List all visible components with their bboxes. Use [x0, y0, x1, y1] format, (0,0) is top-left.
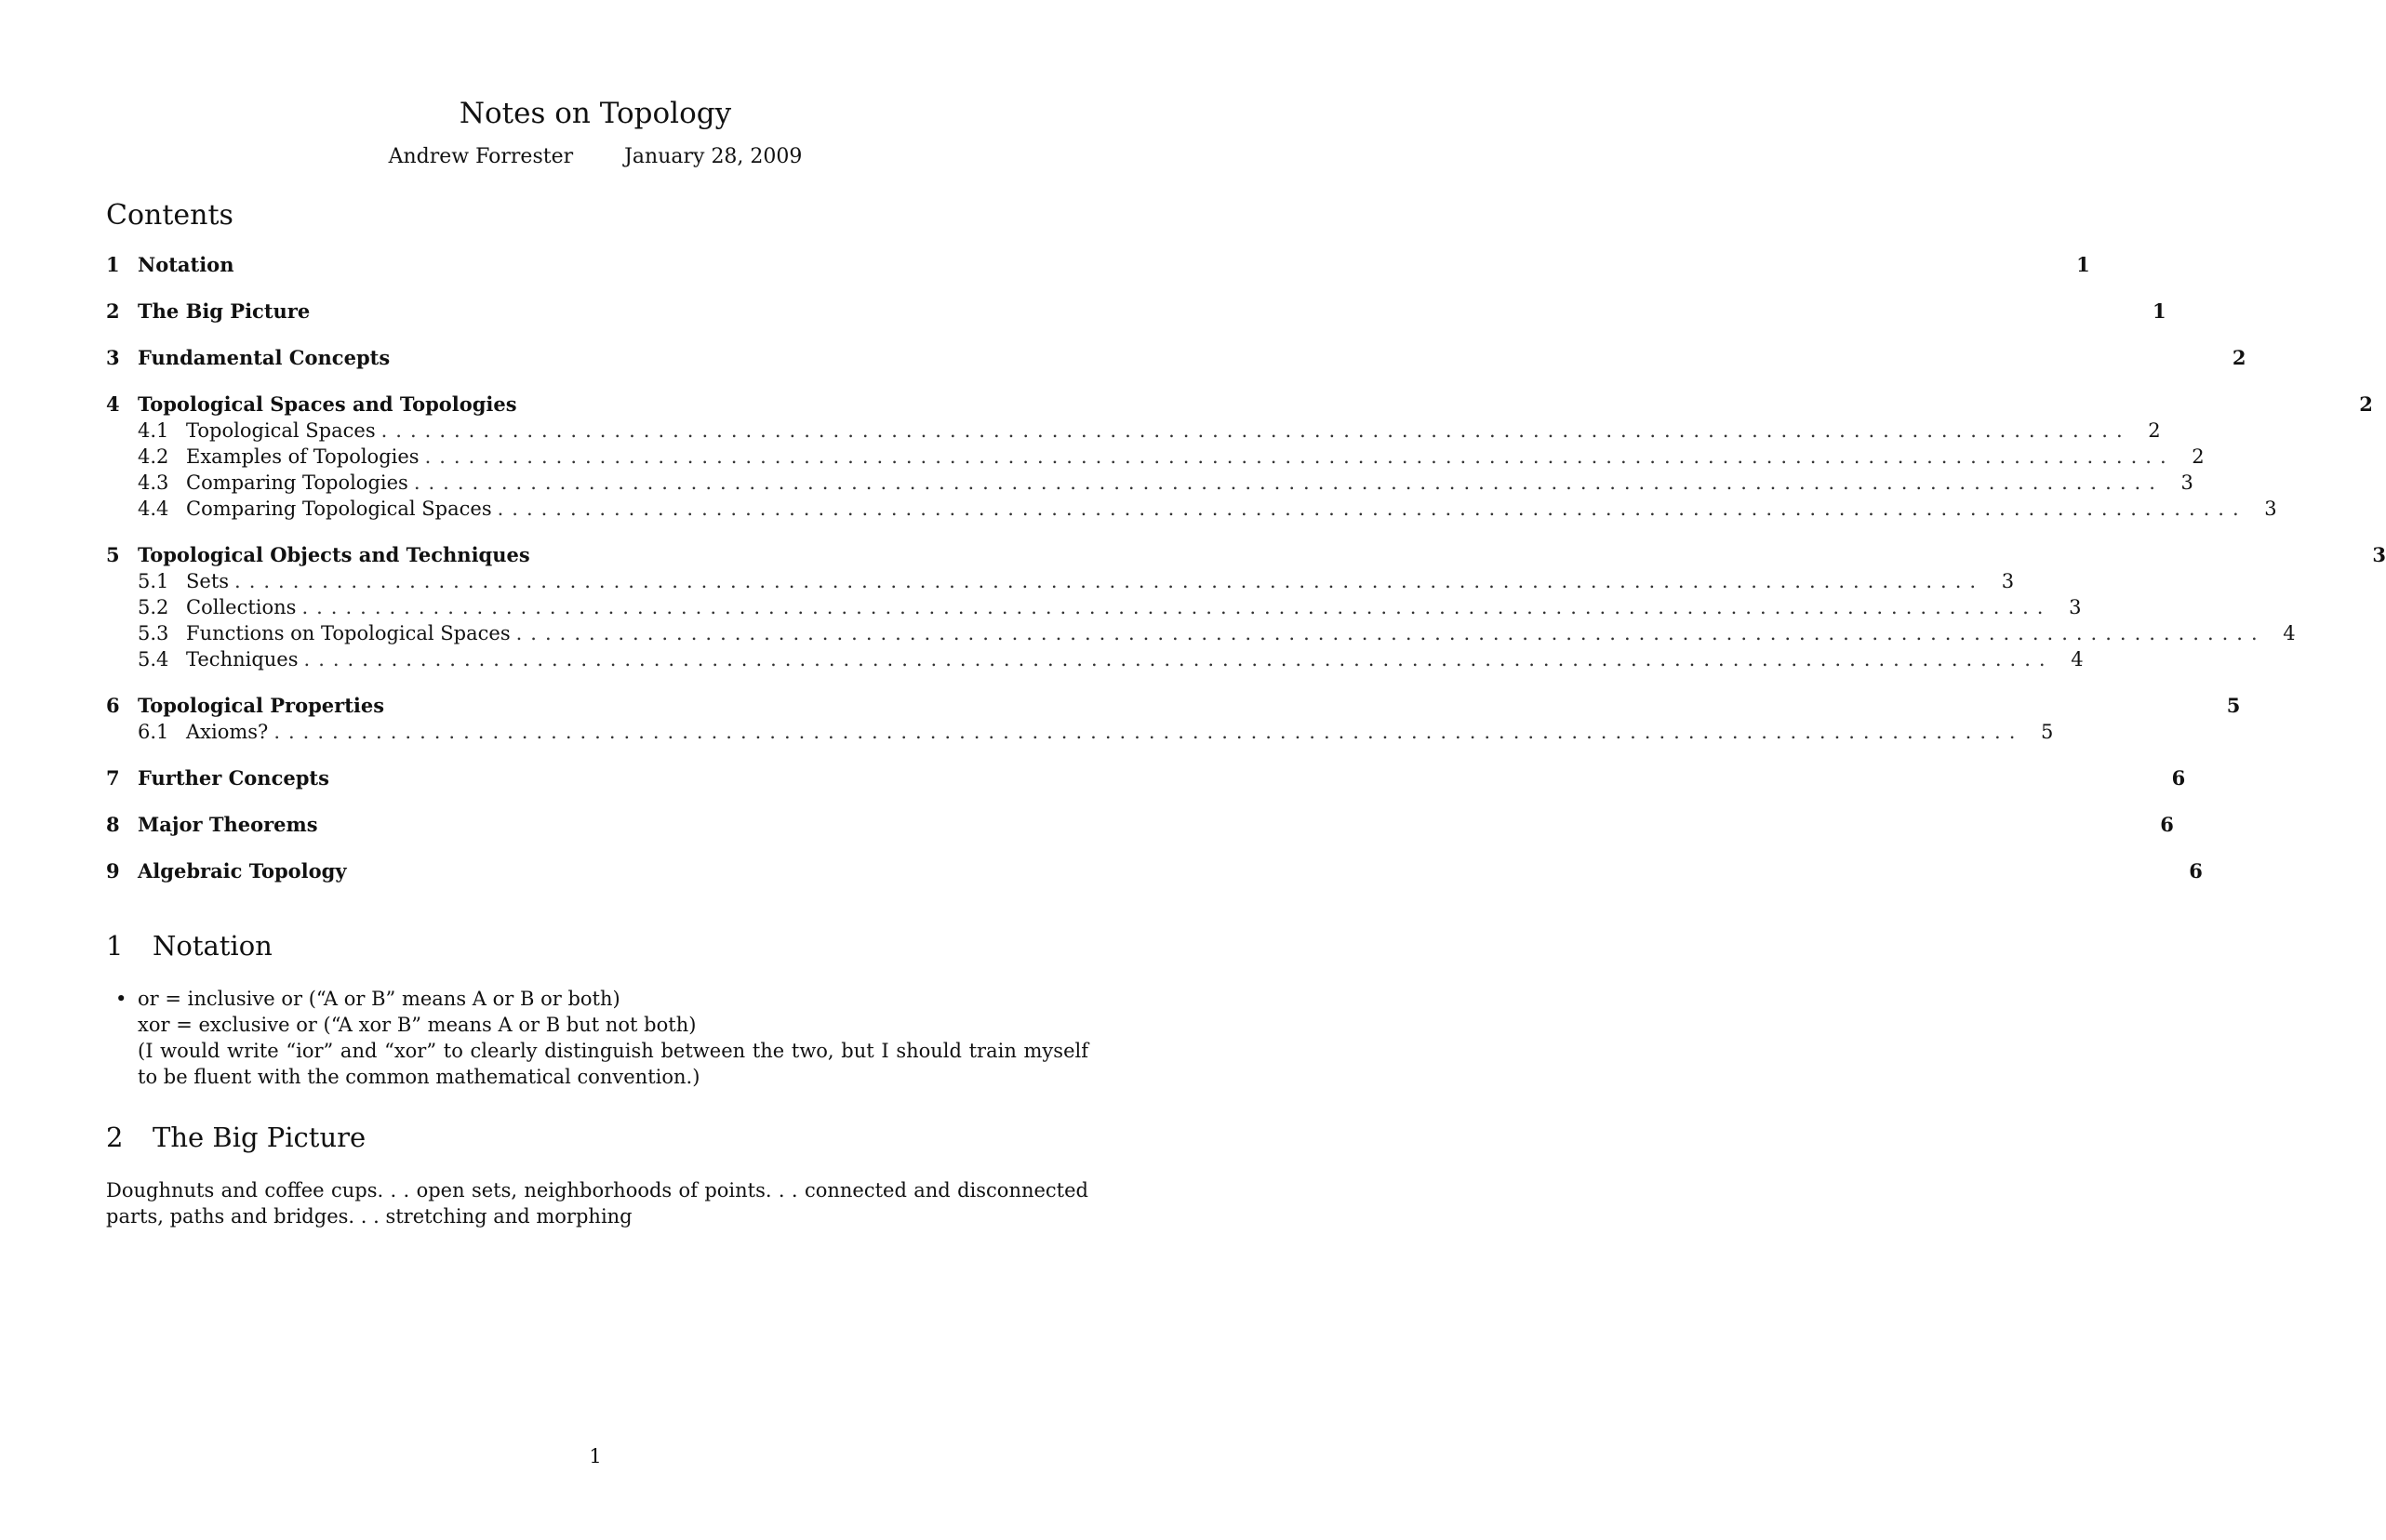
toc-entry-number: 5	[106, 543, 120, 566]
toc-dot-leader: ........................................................................................................................	[380, 419, 2131, 442]
section-heading-big-picture	[106, 1122, 366, 1153]
toc-entry-number: 5.1	[138, 570, 169, 592]
toc-subsection-entry[interactable]	[106, 595, 2082, 619]
section-title: Notation	[153, 930, 273, 962]
toc-entry-title[interactable]: Topological Spaces and Topologies	[138, 392, 517, 416]
toc-entry-title[interactable]: Fundamental Concepts	[138, 346, 391, 369]
toc-dot-leader: ........................................................................................................................	[234, 570, 1985, 592]
toc-entry-number: 9	[106, 859, 120, 883]
notation-line-xor: xor = exclusive or (“A xor B” means A or B but not both)	[138, 1014, 697, 1036]
toc-entry-number: 2	[106, 299, 120, 323]
big-picture-paragraph: Doughnuts and coffee cups. . . open sets, neighborhoods of points. . . connected and disconnected parts, paths and bridges. . . stretching and morphing	[106, 1179, 1088, 1228]
toc-section-entry[interactable]	[106, 543, 2386, 567]
toc-entry-number: 3	[106, 346, 120, 369]
section-number: 2	[106, 1122, 124, 1153]
toc-entry-page: 3	[2264, 498, 2277, 520]
toc-subsection-entry[interactable]	[106, 621, 2296, 645]
page-title: Notes on Topology	[459, 97, 732, 130]
toc-subsection-entry[interactable]	[106, 471, 2193, 495]
toc-entry-title[interactable]: Major Theorems	[138, 813, 318, 836]
toc-subsection-entry[interactable]	[106, 647, 2084, 671]
toc-entry-title[interactable]: Axioms?	[186, 721, 269, 743]
toc-entry-title[interactable]: Collections	[186, 596, 297, 618]
toc-subsection-entry[interactable]	[106, 445, 2205, 469]
toc-entry-title[interactable]: Further Concepts	[138, 766, 329, 790]
toc-subsection-entry[interactable]	[106, 720, 2054, 744]
toc-entry-page: 5	[2226, 694, 2241, 717]
contents-heading: Contents	[106, 199, 233, 232]
toc-dot-leader: ........................................................................................................................	[497, 498, 2247, 520]
toc-section-entry[interactable]	[106, 859, 2203, 883]
toc-section-entry[interactable]	[106, 766, 2186, 790]
toc-entry-number: 5.2	[138, 596, 169, 618]
section-title: The Big Picture	[153, 1122, 367, 1153]
toc-subsection-entry[interactable]	[106, 497, 2277, 521]
notation-bullet-list	[106, 986, 1088, 1090]
toc-entry-page: 1	[2152, 299, 2166, 323]
list-item	[106, 986, 1088, 1090]
toc-entry-number: 4.1	[138, 419, 169, 442]
toc-subsection-entry[interactable]	[106, 569, 2015, 593]
date: January 28, 2009	[624, 145, 803, 168]
toc-entry-page: 2	[2359, 392, 2373, 416]
toc-entry-number: 5.3	[138, 622, 169, 644]
toc-entry-number: 8	[106, 813, 120, 836]
toc-entry-page: 4	[2283, 622, 2296, 644]
toc-entry-title[interactable]: Notation	[138, 253, 234, 276]
toc-section-entry[interactable]	[106, 392, 2373, 417]
toc-entry-page: 6	[2160, 813, 2174, 836]
author-date-line	[0, 145, 1191, 168]
toc-entry-title[interactable]: Topological Objects and Techniques	[138, 543, 530, 566]
toc-entry-page: 2	[2148, 419, 2161, 442]
bullet-icon: •	[115, 988, 127, 1010]
toc-section-entry[interactable]	[106, 253, 2090, 277]
toc-dot-leader: ........................................................................................................................	[413, 471, 2164, 494]
toc-entry-page: 1	[2076, 253, 2090, 276]
toc-entry-page: 5	[2041, 721, 2054, 743]
toc-entry-number: 5.4	[138, 648, 169, 670]
toc-entry-number: 4.2	[138, 445, 169, 468]
toc-entry-page: 3	[2069, 596, 2082, 618]
toc-dot-leader: ........................................................................................................................	[303, 648, 2054, 670]
toc-entry-page: 4	[2071, 648, 2084, 670]
toc-dot-leader: ........................................................................................................................	[301, 596, 2052, 618]
toc-entry-title[interactable]: The Big Picture	[138, 299, 311, 323]
toc-entry-title[interactable]: Techniques	[186, 648, 299, 670]
toc-entry-page: 3	[2372, 543, 2386, 566]
toc-entry-title[interactable]: Topological Properties	[138, 694, 385, 717]
section-heading-notation	[106, 930, 273, 962]
toc-dot-leader: ........................................................................................................................	[273, 721, 2024, 743]
toc-entry-number: 6.1	[138, 721, 169, 743]
toc-entry-title[interactable]: Functions on Topological Spaces	[186, 622, 511, 644]
toc-entry-page: 6	[2171, 766, 2186, 790]
toc-entry-title[interactable]: Algebraic Topology	[138, 859, 347, 883]
toc-entry-title[interactable]: Topological Spaces	[186, 419, 376, 442]
toc-entry-number: 7	[106, 766, 120, 790]
toc-entry-page: 6	[2189, 859, 2203, 883]
notation-line-or: or = inclusive or (“A or B” means A or B or both)	[138, 988, 620, 1010]
toc-entry-number: 4.4	[138, 498, 169, 520]
toc-entry-page: 2	[2192, 445, 2205, 468]
toc-entry-number: 1	[106, 253, 120, 276]
toc-entry-title[interactable]: Comparing Topologies	[186, 471, 408, 494]
toc-section-entry[interactable]	[106, 346, 2246, 370]
toc-entry-title[interactable]: Examples of Topologies	[186, 445, 420, 468]
author: Andrew Forrester	[388, 145, 574, 168]
toc-entry-number: 6	[106, 694, 120, 717]
toc-section-entry[interactable]	[106, 813, 2174, 837]
toc-entry-page: 3	[2001, 570, 2015, 592]
toc-subsection-entry[interactable]	[106, 418, 2161, 443]
page-number: 1	[589, 1445, 602, 1467]
toc-entry-number: 4	[106, 392, 120, 416]
toc-dot-leader: ........................................................................................................................	[515, 622, 2266, 644]
toc-section-entry[interactable]	[106, 299, 2166, 324]
toc-entry-page: 2	[2232, 346, 2246, 369]
notation-line-remark: (I would write “ior” and “xor” to clearly distinguish between the two, but I should train myself to be fluent with the common mathematical convention.)	[138, 1040, 1088, 1088]
section-number: 1	[106, 930, 124, 962]
toc-entry-title[interactable]: Comparing Topological Spaces	[186, 498, 492, 520]
toc-entry-title[interactable]: Sets	[186, 570, 230, 592]
toc-entry-number: 4.3	[138, 471, 169, 494]
toc-entry-page: 3	[2180, 471, 2193, 494]
toc-dot-leader: ........................................................................................................................	[424, 445, 2175, 468]
toc-section-entry[interactable]	[106, 694, 2241, 718]
